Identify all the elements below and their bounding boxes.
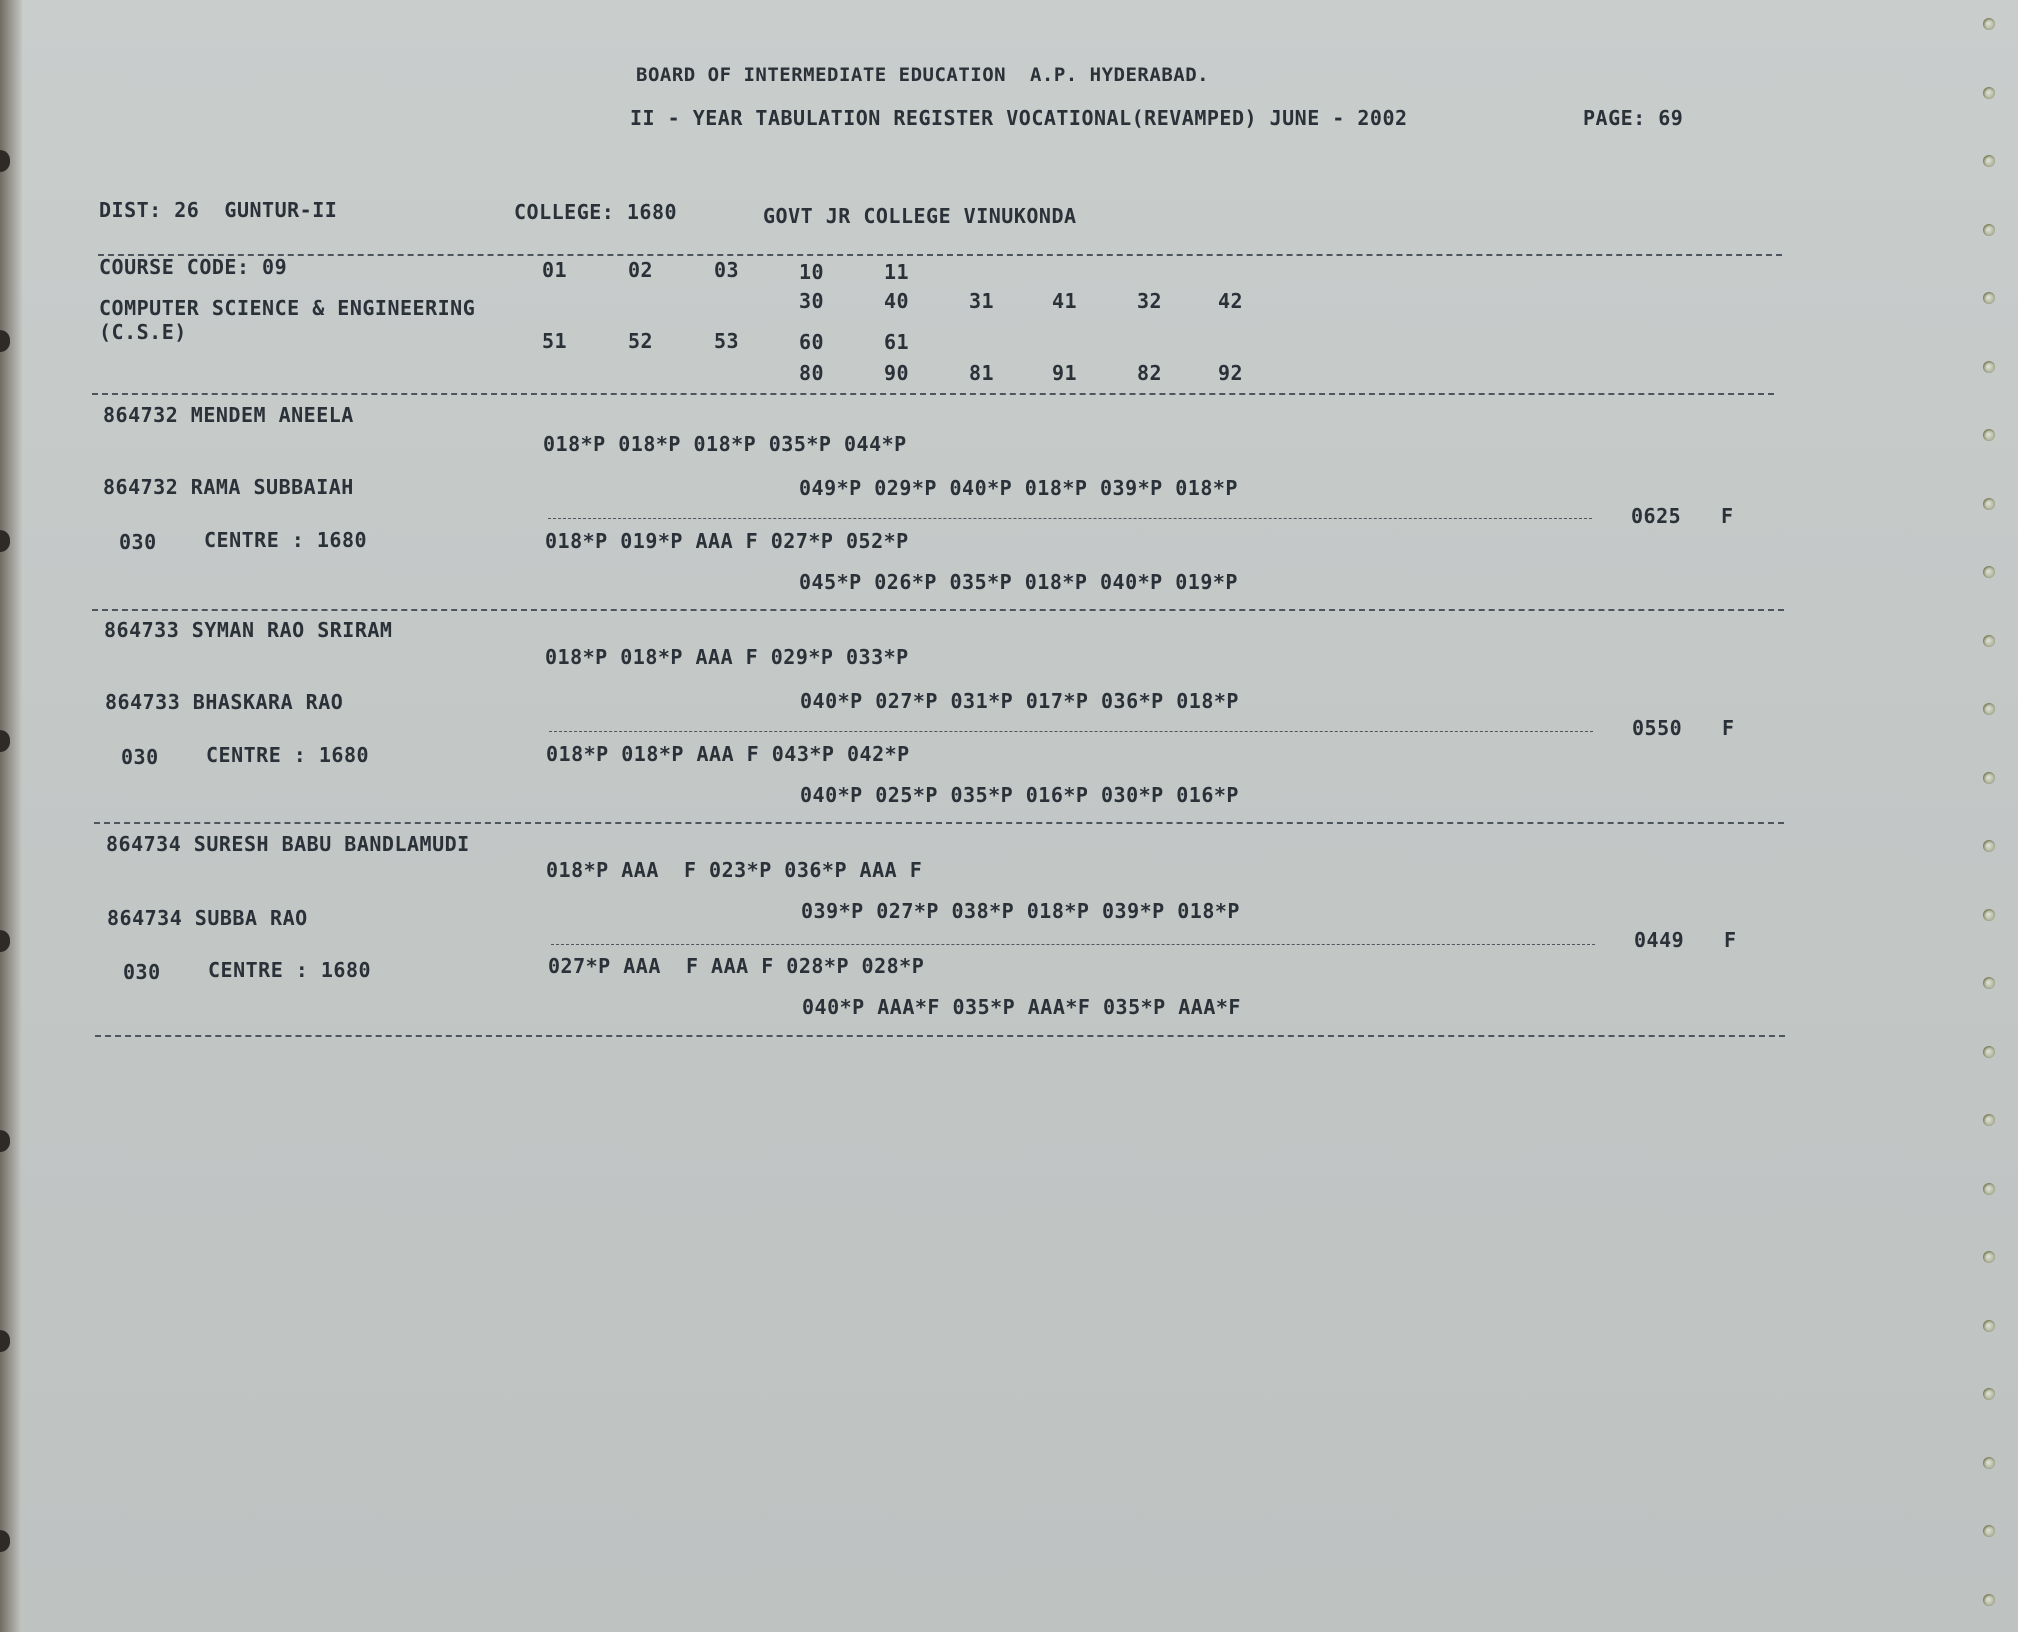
- marks-row: 045*P 026*P 035*P 018*P 040*P 019*P: [799, 570, 1238, 594]
- feed-hole: [1983, 1183, 1995, 1195]
- divider: [92, 609, 1784, 611]
- binding-hole: [0, 330, 10, 352]
- feed-hole: [1983, 703, 1995, 715]
- subject-code: 10: [799, 260, 825, 284]
- divider: [551, 944, 1595, 945]
- subject-code: 92: [1218, 361, 1244, 385]
- divider: [94, 822, 1784, 824]
- student-code: 030: [121, 745, 159, 769]
- board-title: BOARD OF INTERMEDIATE EDUCATION A.P. HYDERABAD.: [636, 64, 1210, 86]
- divider: [548, 518, 1592, 519]
- feed-hole: [1983, 977, 1995, 989]
- subject-code: 41: [1052, 289, 1078, 313]
- feed-hole: [1983, 1251, 1995, 1263]
- marks-row: 018*P 018*P AAA F 029*P 033*P: [545, 645, 909, 669]
- feed-hole: [1983, 1046, 1995, 1058]
- college-code: COLLEGE: 1680: [514, 200, 678, 224]
- binding-hole: [0, 1330, 10, 1352]
- tractor-feed-holes: [1958, 0, 2018, 1632]
- feed-hole: [1983, 1594, 1995, 1606]
- feed-hole: [1983, 18, 1995, 30]
- subject-code: 31: [969, 289, 995, 313]
- subject-code: 53: [714, 329, 740, 353]
- result: F: [1722, 716, 1735, 740]
- feed-hole: [1983, 1457, 1995, 1469]
- subject-code: 51: [542, 329, 568, 353]
- subject-code: 90: [884, 361, 910, 385]
- centre: CENTRE : 1680: [208, 958, 372, 982]
- result: F: [1724, 928, 1737, 952]
- father-name: 864733 BHASKARA RAO: [105, 690, 344, 714]
- marks-row: 040*P AAA*F 035*P AAA*F 035*P AAA*F: [802, 995, 1241, 1019]
- feed-hole: [1983, 292, 1995, 304]
- subject-code: 42: [1218, 289, 1244, 313]
- total-marks: 0625: [1631, 504, 1682, 528]
- subject-code: 30: [799, 289, 825, 313]
- subject-code: 91: [1052, 361, 1078, 385]
- subject-code: 01: [542, 258, 568, 282]
- subject-code: 61: [884, 330, 910, 354]
- binding-hole: [0, 530, 10, 552]
- subject-code: 03: [714, 258, 740, 282]
- subject-code: 11: [884, 260, 910, 284]
- feed-hole: [1983, 429, 1995, 441]
- register-title: II - YEAR TABULATION REGISTER VOCATIONAL(REVAMPED) JUNE - 2002: [630, 106, 1408, 130]
- marks-row: 018*P 018*P AAA F 043*P 042*P: [546, 742, 910, 766]
- binding-hole: [0, 730, 10, 752]
- feed-hole: [1983, 1525, 1995, 1537]
- feed-hole: [1983, 155, 1995, 167]
- total-marks: 0449: [1634, 928, 1685, 952]
- centre: CENTRE : 1680: [206, 743, 370, 767]
- college-name: GOVT JR COLLEGE VINUKONDA: [763, 204, 1077, 228]
- binding-hole: [0, 150, 10, 172]
- subject-code: 82: [1137, 361, 1163, 385]
- father-name: 864734 SUBBA RAO: [107, 906, 308, 930]
- father-name: 864732 RAMA SUBBAIAH: [103, 475, 354, 499]
- course-name: COMPUTER SCIENCE & ENGINEERING: [99, 296, 476, 320]
- binding-hole: [0, 930, 10, 952]
- student-code: 030: [119, 530, 157, 554]
- feed-hole: [1983, 840, 1995, 852]
- total-marks: 0550: [1632, 716, 1683, 740]
- student-name: 864732 MENDEM ANEELA: [103, 403, 354, 427]
- binding-strip: [0, 0, 22, 1632]
- marks-row: 018*P 018*P 018*P 035*P 044*P: [543, 432, 907, 456]
- divider: [92, 393, 1774, 395]
- divider: [98, 254, 1782, 256]
- course-short: (C.S.E): [99, 320, 187, 344]
- student-code: 030: [123, 960, 161, 984]
- page-number: PAGE: 69: [1583, 106, 1684, 130]
- marks-row: 040*P 025*P 035*P 016*P 030*P 016*P: [800, 783, 1239, 807]
- student-name: 864733 SYMAN RAO SRIRAM: [104, 618, 393, 642]
- feed-hole: [1983, 1320, 1995, 1332]
- marks-row: 040*P 027*P 031*P 017*P 036*P 018*P: [800, 689, 1239, 713]
- district: DIST: 26 GUNTUR-II: [99, 198, 338, 222]
- feed-hole: [1983, 1114, 1995, 1126]
- feed-hole: [1983, 909, 1995, 921]
- subject-code: 32: [1137, 289, 1163, 313]
- feed-hole: [1983, 87, 1995, 99]
- feed-hole: [1983, 635, 1995, 647]
- subject-code: 52: [628, 329, 654, 353]
- marks-row: 027*P AAA F AAA F 028*P 028*P: [548, 954, 925, 978]
- feed-hole: [1983, 772, 1995, 784]
- centre: CENTRE : 1680: [204, 528, 368, 552]
- feed-hole: [1983, 566, 1995, 578]
- subject-code: 60: [799, 330, 825, 354]
- marks-row: 049*P 029*P 040*P 018*P 039*P 018*P: [799, 476, 1238, 500]
- binding-hole: [0, 1130, 10, 1152]
- divider: [95, 1035, 1785, 1037]
- course-code: COURSE CODE: 09: [99, 255, 288, 279]
- binding-hole: [0, 1530, 10, 1552]
- student-name: 864734 SURESH BABU BANDLAMUDI: [106, 832, 470, 856]
- feed-hole: [1983, 224, 1995, 236]
- divider: [549, 731, 1593, 732]
- feed-hole: [1983, 361, 1995, 373]
- subject-code: 80: [799, 361, 825, 385]
- result: F: [1721, 504, 1734, 528]
- marks-row: 039*P 027*P 038*P 018*P 039*P 018*P: [801, 899, 1240, 923]
- feed-hole: [1983, 498, 1995, 510]
- subject-code: 81: [969, 361, 995, 385]
- subject-code: 02: [628, 258, 654, 282]
- marks-row: 018*P AAA F 023*P 036*P AAA F: [546, 858, 923, 882]
- subject-code: 40: [884, 289, 910, 313]
- feed-hole: [1983, 1388, 1995, 1400]
- marks-row: 018*P 019*P AAA F 027*P 052*P: [545, 529, 909, 553]
